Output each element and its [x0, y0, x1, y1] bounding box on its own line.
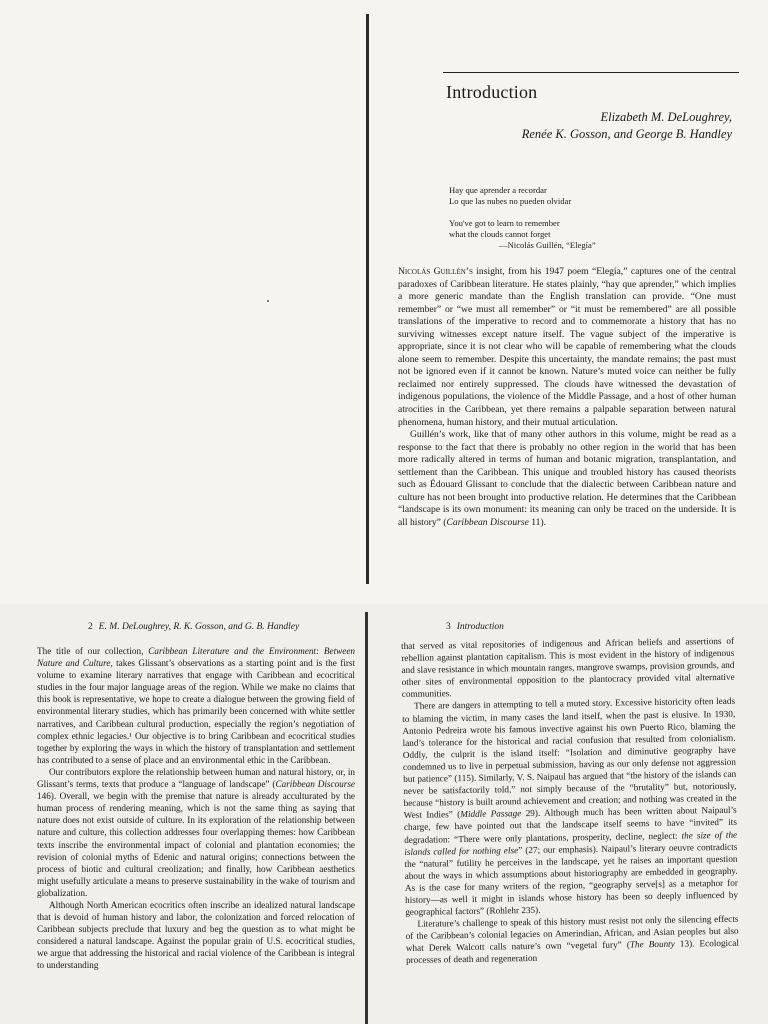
paragraph-text: Our contributors explore the relationship between human and natural history, or, in Glissant’s terms, texts that produce a “language of landscape” (	[37, 766, 355, 790]
page-number: 3	[446, 622, 451, 632]
running-head-text: E. M. DeLoughrey, R. K. Gosson, and G. B. Handley	[98, 622, 300, 632]
running-head-text: Introduction	[456, 622, 504, 632]
chapter-title: Introduction	[446, 82, 538, 102]
paragraph-text: Literature’s challenge to speak of this history must resist not only the silencing effects of the Caribbean’s colonial legacies on Amerindian, African, and Asian peoples but also what Derek Walcott calls nature’s own “vegetal fury” (	[405, 913, 739, 954]
paragraph	[398, 429, 736, 529]
page-number: 2	[88, 622, 93, 632]
emphasis-text: the size of the islands called for nothing else	[404, 829, 738, 857]
epigraph-line: Hay que aprender a recordar	[449, 185, 547, 195]
paragraph: that served as vital repositories of indigenous and African beliefs and assertions of rebellion against plantation capitalism. This is most evident in the history of indigenous and slave resistance in which mountain ranges, mangrove swamps, provision grounds, and other sites of environmental opposition to the plantocracy provided vital alternative communities.	[401, 635, 735, 700]
paragraph-text: 146). Overall, we begin with the premise that nature is already acculturated by the human process of rendering meaning, which is not the same thing as saying that nature does not exist outside of culture. In its exploration of the relationship between nature and culture, this collection addresses four overlapping themes: how Caribbean texts inscribe the environmental impact of colonial and plantation economies; the revision of colonial myths of Edenic and natural origins; connections between the process of biotic and cultural creolization; and finally, how Caribbean aesthetics might usefully articulate a means to preserve sustainability in the wake of tourism and globalization.	[37, 791, 355, 898]
paragraph	[402, 695, 738, 918]
epigraph-line: You've got to learn to remember	[449, 218, 560, 228]
left-page-body	[37, 645, 355, 972]
citation-title: The Bounty	[629, 939, 675, 950]
author-line-2: Renée K. Gosson, and George B. Handley	[521, 127, 732, 141]
paragraph-text: 13). Ecological processes of death and regeneration	[405, 938, 739, 966]
paragraph-text: Guillén’s work, like that of many other authors in this volume, might be read as a response to the fact that there is probably no other region in the world that has been more radically altered in terms of human and botanic migration, transplantation, and settlement than the Caribbean. This unique and troubled history has caused theorists such as Édouard Glissant to conclude that the dialectic between Caribbean nature and culture has not been brought into productive relation. He determines that the Caribbean “landscape is its own monument: its meaning can only be traced on the underside. It is all history” (	[398, 429, 736, 528]
epigraph-line: what the clouds cannot forget	[449, 229, 551, 239]
paragraph-text: 29). Although much has been written about Naipaul’s charge, few have pointed out that the landscape itself seems to have “invited” its degradation: “There were only plantations, prosperity, decline, neglect:	[403, 805, 737, 845]
paragraph	[398, 266, 736, 429]
running-head-right	[446, 622, 504, 632]
paragraph	[405, 913, 739, 967]
title-rule	[443, 72, 739, 73]
epigraph-line: Lo que las nubes no pueden olvidar	[449, 196, 572, 206]
author-line-1: Elizabeth M. DeLoughrey,	[600, 110, 732, 124]
paragraph	[37, 645, 355, 766]
author-name-smallcaps: Nicolás Guillén’s	[398, 266, 473, 277]
epigraph-spanish	[449, 185, 571, 207]
citation-title: Caribbean Discourse	[446, 516, 529, 528]
scan-speck	[267, 300, 269, 302]
citation-title: Caribbean Discourse	[275, 779, 356, 790]
book-gutter-top	[366, 14, 369, 584]
paragraph-text: insight, from his 1947 poem “Elegía,” captures one of the central paradoxes of Caribbean literature. He states plainly, “hay que aprender,” which implies a more generic mandate than the English translation can provide. “One must remember” or “we must all remember” or “it must be remembered” are all possible translations of the imperative to record and to commemorate a history that has no surviving witnesses except nature itself. The vague subject of the imperative is appropriate, since it is not clear who will be capable of remembering what the clouds alone seem to remember. Despite this uncertainty, the mandate remains; the past must not be ignored even if it cannot be known. Nature’s muted voice can neither be fully reclaimed nor entirely suppressed. The clouds have witnessed the devastation of indigenous populations, the violence of the Middle Passage, and a host of other human atrocities in the Caribbean, yet there remains a palpable separation between natural phenomena, human history, and their mutual articulation.	[398, 266, 736, 428]
running-head-left	[88, 622, 299, 632]
paragraph-text: takes Glissant’s observations as a starting point and is the first volume to examine literary narratives that engage with Caribbean and ecocritical studies in the four major language areas of the region. While we make no claims that this book is representative, we hope to create a dialogue between the growing field of environmental literary studies, which has primarily been concerned with white settler narratives, and Caribbean cultural production, especially the region’s negotiation of complex ethnic legacies.¹ Our objective is to bring Caribbean and ecocritical studies together by exploring the ways in which the history of transplantation and settlement has contributed to a sense of place and an environmental ethic in the Caribbean.	[37, 658, 356, 765]
paragraph: Although North American ecocritics often inscribe an idealized natural landscape that is devoid of human history and labor, the colonization and forced relocation of Caribbean subjects preclude that luxury and beg the question as to what might be considered a natural landscape. Against the popular grain of U.S. ecocritical studies, we argue that addressing the historical and racial violence of the Caribbean is integral to understanding	[37, 899, 355, 971]
paragraph	[37, 766, 355, 899]
paragraph-text: The title of our collection,	[37, 646, 149, 656]
epigraph-english	[449, 218, 596, 251]
epigraph-attribution: —Nicolás Guillén, “Elegía”	[499, 240, 596, 250]
book-title: Caribbean Literature and the Environment: Between Nature and Culture,	[37, 646, 355, 669]
citation-title: Middle Passage	[460, 808, 522, 820]
paragraph-text: There are dangers in attempting to tell a muted story. Excessive historicity often leads to blaming the victim, in many cases the land itself, when the past is elusive. In 1930, Antonio Pedreira wrote his famous invective against his own Puerto Rico, blaming the land’s tolerance for the historical and racial confusion that resulted from colonialism. Oddly, the culprit is the island itself: “Isolation and diminutive geography have condemned us to live in perpetual submission, having as our only defense not aggression but patience” (115). Similarly, V. S. Naipaul has argued that “the history of the islands can never be satisfactorily told,” not simply because of the “brutality” but, notoriously, because “history is built around achievement and creation; and nothing was created in the West Indies” (	[402, 696, 737, 821]
book-gutter-bottom	[365, 612, 368, 1024]
paragraph-text: ” (27; our emphasis). Naipaul’s literary oeuvre contradicts the “natural” futility he perceives in the landscape, yet he raises an important question about the ways in which assumptions about historiography are embedded in geography. As is the case for many writers of the region, “geography serve[s] as a metaphor for history—as well it might in islands whose history has been so deeply influenced by geographical factors” (Rohlehr 235).	[404, 841, 739, 918]
right-page-body	[401, 635, 739, 967]
introduction-body	[398, 266, 736, 529]
paragraph-text: 11).	[528, 516, 547, 528]
